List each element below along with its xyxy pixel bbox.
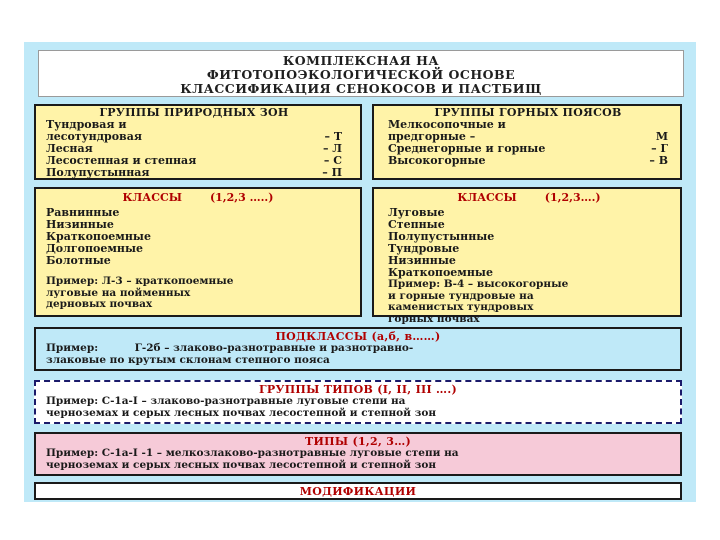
class-item: Степные <box>388 218 445 231</box>
belt-code: – Г <box>651 142 668 155</box>
classes-left-example-line: луговые на пойменных <box>46 286 191 299</box>
subclasses-example-line: злаковые по крутым склонам степного пояса <box>46 353 330 366</box>
types-example-line: Пример: С-1а-I -1 – мелкозлаково-разнотравные луговые степи на <box>46 447 459 459</box>
classes-left-header <box>46 192 350 204</box>
subclasses-example-line: Пример: Г-2б – злаково-разнотравные и разнотравно- <box>46 342 414 354</box>
title-line-2: ФИТОТОПОЭКОЛОГИЧЕСКОЙ ОСНОВЕ <box>206 67 516 82</box>
type-groups-box <box>34 380 682 424</box>
belt-label: Мелкосопочные и <box>388 118 506 131</box>
type-groups-header: ГРУППЫ ТИПОВ (I, II, III ….) <box>259 383 457 396</box>
belt-label: Среднегорные и горные <box>388 142 546 155</box>
modifications-box <box>34 482 682 500</box>
class-item: Низинные <box>388 254 456 267</box>
classes-right-example-line: и горные тундровые на <box>388 289 534 302</box>
belt-label: Высокогорные <box>388 154 486 167</box>
types-example-line: черноземах и серых лесных почвах лесостепной и степной зон <box>46 458 437 471</box>
zone-code: – С <box>323 154 342 167</box>
title-box <box>38 50 684 97</box>
subclasses-header: ПОДКЛАССЫ (а,б, в……) <box>275 330 441 343</box>
title-line-3: КЛАССИФИКАЦИЯ СЕНОКОСОВ И ПАСТБИЩ <box>180 81 542 96</box>
classes-left-title: КЛАССЫ <box>122 191 182 204</box>
classes-right-example-line: горных почвах <box>388 312 480 325</box>
belt-code: – В <box>649 154 668 167</box>
classes-left-numbering: (1,2,3 …..) <box>209 191 274 204</box>
classes-right-title: КЛАССЫ <box>457 191 517 204</box>
mountain-belts-box <box>372 104 682 180</box>
class-item: Краткопоемные <box>388 266 493 279</box>
classes-right-numbering: (1,2,3….) <box>544 191 601 204</box>
class-item: Краткопоемные <box>46 230 151 243</box>
class-item: Равнинные <box>46 206 120 219</box>
class-item: Тундровые <box>388 242 460 255</box>
class-item: Долгопоемные <box>46 242 143 255</box>
class-item: Луговые <box>388 206 445 219</box>
types-header: ТИПЫ (1,2, 3…) <box>304 435 412 448</box>
belt-label: предгорные – <box>388 130 476 143</box>
classes-right-example-line: каменистых тундровых <box>388 301 534 313</box>
zone-label: лесотундровая <box>46 130 142 143</box>
classes-right-example-line: Пример: В-4 – высокогорные <box>388 278 569 290</box>
zone-label: Лесная <box>46 142 93 155</box>
classes-left-example-line: Пример: Л-3 – краткопоемные <box>46 275 234 287</box>
type-groups-example-line: Пример: С-1а-I – злаково-разнотравные луговые степи на <box>46 395 406 407</box>
natural-zones-header: ГРУППЫ ПРИРОДНЫХ ЗОН <box>99 106 289 119</box>
zone-code: – Л <box>322 142 342 155</box>
classes-right-header <box>388 192 670 204</box>
mountain-belts-header: ГРУППЫ ГОРНЫХ ПОЯСОВ <box>434 106 622 119</box>
zone-label: Лесостепная и степная <box>46 154 197 167</box>
natural-zones-box <box>34 104 362 180</box>
classes-left-example-line: дерновых почвах <box>46 298 153 310</box>
class-item: Полупустынные <box>388 230 495 243</box>
zone-code: – Т <box>324 130 342 143</box>
zone-code: – П <box>322 166 342 179</box>
zone-label: Полупустынная <box>46 166 150 179</box>
subclasses-box <box>34 327 682 371</box>
class-item: Низинные <box>46 218 114 231</box>
mountain-belt-row <box>388 155 668 167</box>
type-groups-example-line: черноземах и серых лесных почвах лесостепной и степной зон <box>46 406 437 419</box>
class-item: Болотные <box>46 254 111 267</box>
natural-zone-row <box>46 167 342 179</box>
zone-label: Тундровая и <box>46 118 127 131</box>
classes-right-box <box>372 187 682 325</box>
types-box <box>34 432 682 476</box>
belt-code: М <box>655 130 668 143</box>
title-line-1: КОМПЛЕКСНАЯ НА <box>282 53 440 68</box>
classes-left-box <box>34 187 362 317</box>
modifications-header: МОДИФИКАЦИИ <box>299 485 417 498</box>
